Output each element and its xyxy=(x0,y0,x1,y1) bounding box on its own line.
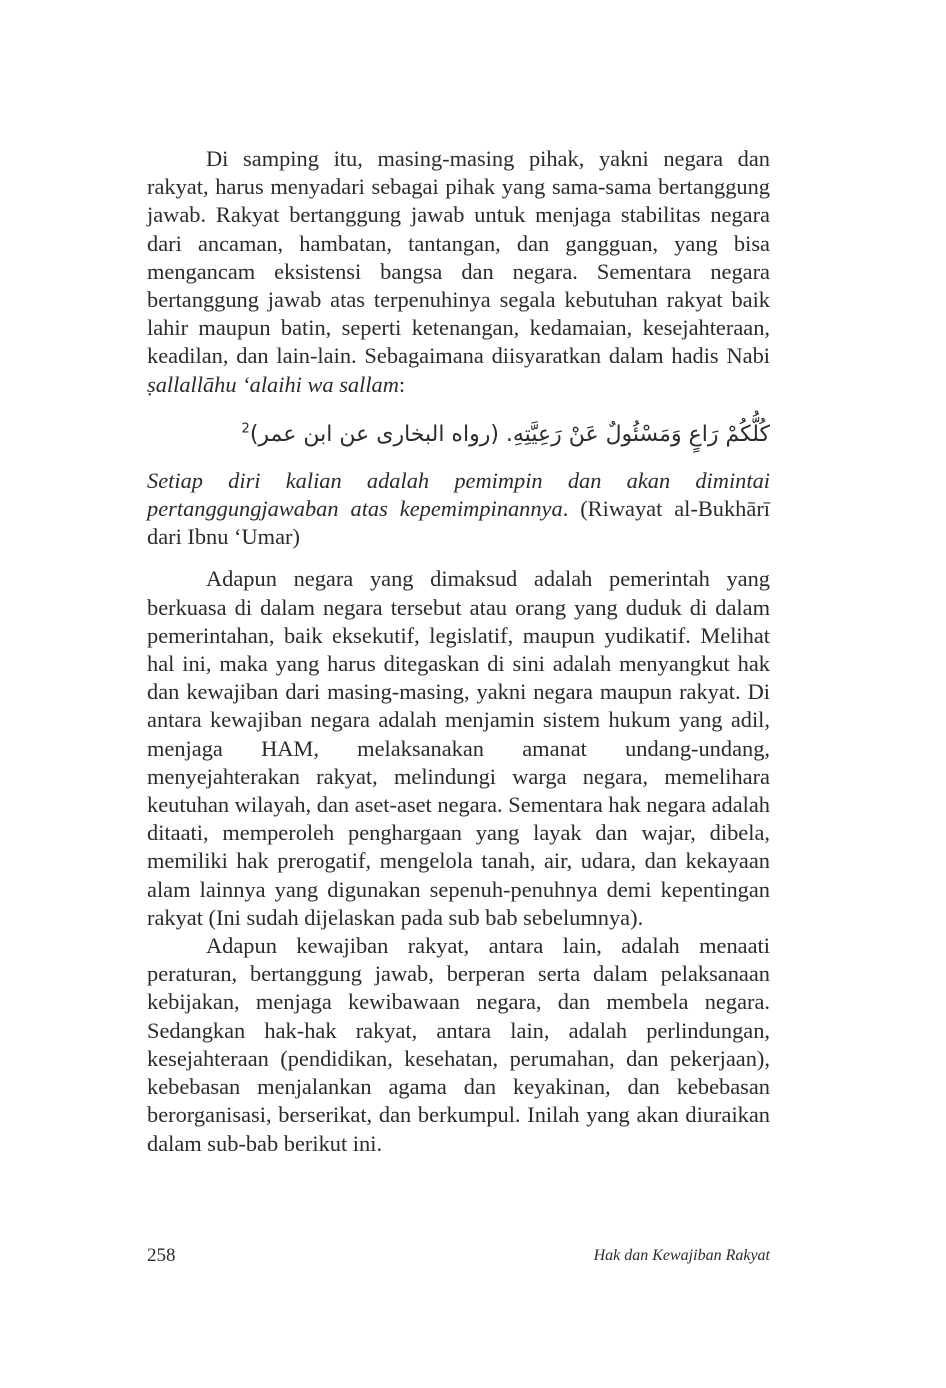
hadith-translation xyxy=(147,467,770,552)
salutation: ṣallallāhu ‘alaihi wa sallam xyxy=(147,371,399,397)
hadith-translation-text: Setiap diri kalian adalah pemimpin dan akan dimintai pertanggungjawaban atas kepemimpinannya xyxy=(147,467,770,522)
paragraph-1 xyxy=(147,145,770,399)
paragraph-1-text: Di samping itu, masing-masing pihak, yakni negara dan rakyat, harus menyadari sebagai pihak yang sama-sama bertanggung jawab. Rakyat bertanggung jawab untuk menjaga stabilitas negara dari ancaman, hambatan, tantangan, dan gangguan, yang bisa mengancam eksistensi bangsa dan negara. Sementara negara bertanggung jawab atas terpenuhinya segala kebutuhan rakyat baik lahir maupun batin, seperti ketenangan, kedamaian, kesejahteraan, keadilan, dan lain-lain. Sebagaimana diisyaratkan dalam hadis Nabi xyxy=(147,146,770,369)
page-footer xyxy=(147,1245,770,1271)
hadith-arabic xyxy=(147,413,770,457)
page-number: 258 xyxy=(147,1245,176,1266)
hadith-source: . (Riwayat al-Bukhārī dari Ibnu ‘Umar) xyxy=(147,496,770,550)
running-title: Hak dan Kewajiban Rakyat xyxy=(593,1247,770,1264)
paragraph-2: Adapun negara yang dimaksud adalah pemerintah yang berkuasa di dalam negara tersebut atau orang yang duduk di dalam pemerintahan, baik eksekutif, legislatif, maupun yudikatif. Melihat hal ini, maka yang harus ditegaskan di sini adalah menyangkut hak dan kewajiban dari masing-masing, yakni negara maupun rakyat. Di antara kewajiban negara adalah menjamin sistem hukum yang adil, menjaga HAM, melaksanakan amanat undang-undang, menyejahterakan rakyat, melindungi warga negara, memelihara keutuhan wilayah, dan aset-aset negara. Sementara hak negara adalah ditaati, memperoleh penghargaan yang layak dan wajar, dibela, memiliki hak prerogatif, mengelola tanah, air, udara, dan kekayaan alam lainnya yang digunakan sepenuh-penuhnya demi kepentingan rakyat (Ini sudah dijelaskan pada sub bab sebelumnya). xyxy=(147,566,770,930)
paragraph-3: Adapun kewajiban rakyat, antara lain, adalah menaati peraturan, bertanggung jawab, berperan serta dalam pelaksanaan kebijakan, menjaga kewibawaan negara, dan membela negara. Sedangkan hak-hak rakyat, antara lain, adalah perlindungan, kesejahteraan (pendidikan, kesehatan, perumahan, dan pekerjaan), kebebasan menjalankan agama dan keyakinan, dan kebebasan berorganisasi, berserikat, dan berkumpul. Inilah yang akan diuraikan dalam sub-bab berikut ini. xyxy=(147,933,770,1156)
salutation-colon: : xyxy=(398,371,406,397)
page-body xyxy=(147,145,770,1158)
footnote-marker: 2 xyxy=(241,421,250,437)
hadith-arabic-text: كُلُّكُمْ رَاعٍ وَمَسْئُولٌ عَنْ رَعِيَّتِهِ. (رواه البخارى عن ابن عمر) xyxy=(249,421,770,447)
